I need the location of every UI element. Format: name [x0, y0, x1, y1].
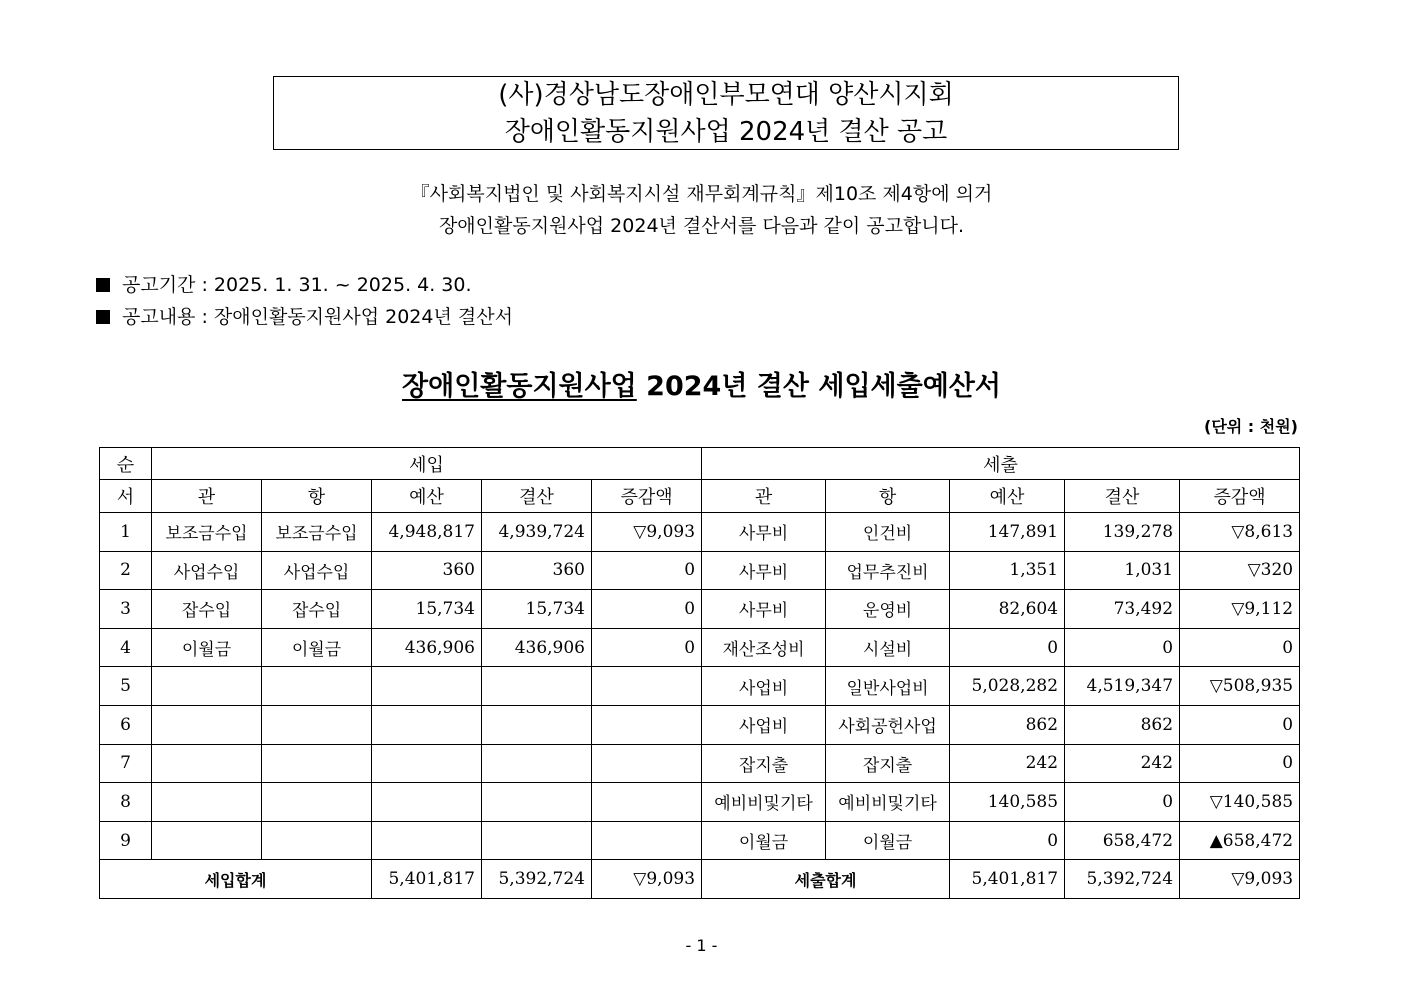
cell-in-diff: ▽9,093 — [592, 513, 702, 552]
header-ex-budget: 예산 — [950, 480, 1065, 513]
header-ex-gwan: 관 — [702, 480, 826, 513]
cell-no: 3 — [100, 590, 152, 629]
cell-no: 9 — [100, 821, 152, 860]
table-row — [100, 667, 1300, 706]
cell-in-hang: 이월금 — [262, 628, 372, 667]
cell-in-budget — [372, 705, 482, 744]
cell-ex-settle: 242 — [1065, 744, 1180, 783]
square-bullet-icon — [96, 310, 110, 324]
cell-ex-gwan: 잡지출 — [702, 744, 826, 783]
cell-in-diff: 0 — [592, 628, 702, 667]
cell-ex-settle: 658,472 — [1065, 821, 1180, 860]
expense-total-settle: 5,392,724 — [1065, 860, 1180, 899]
cell-in-gwan — [152, 667, 262, 706]
cell-ex-hang: 이월금 — [826, 821, 950, 860]
cell-no: 4 — [100, 628, 152, 667]
cell-in-gwan — [152, 821, 262, 860]
cell-in-settle: 360 — [482, 551, 592, 590]
cell-in-diff — [592, 705, 702, 744]
budget-table-title-rest: 2024년 결산 세입세출예산서 — [636, 371, 1001, 402]
notice-content — [96, 302, 513, 329]
cell-in-diff: 0 — [592, 590, 702, 629]
cell-in-hang — [262, 667, 372, 706]
cell-ex-budget: 5,028,282 — [950, 667, 1065, 706]
cell-ex-settle: 0 — [1065, 628, 1180, 667]
cell-in-gwan: 사업수입 — [152, 551, 262, 590]
intro-line2: 장애인활동지원사업 2024년 결산서를 다음과 같이 공고합니다. — [438, 215, 965, 237]
cell-in-hang — [262, 783, 372, 822]
income-total-settle: 5,392,724 — [482, 860, 592, 899]
cell-ex-hang: 인건비 — [826, 513, 950, 552]
cell-in-gwan: 보조금수입 — [152, 513, 262, 552]
header-in-gwan: 관 — [152, 480, 262, 513]
notice-title-line1: (사)경상남도장애인부모연대 양산시지회 — [498, 80, 954, 110]
cell-in-gwan: 이월금 — [152, 628, 262, 667]
cell-in-hang — [262, 705, 372, 744]
table-row — [100, 628, 1300, 667]
cell-in-gwan — [152, 783, 262, 822]
cell-no: 7 — [100, 744, 152, 783]
table-row — [100, 551, 1300, 590]
income-total-label: 세입합계 — [100, 860, 372, 899]
notice-period-text: 공고기간 : 2025. 1. 31. ~ 2025. 4. 30. — [122, 274, 472, 296]
cell-in-settle: 436,906 — [482, 628, 592, 667]
cell-ex-budget: 0 — [950, 821, 1065, 860]
cell-in-budget — [372, 821, 482, 860]
notice-title-line2: 장애인활동지원사업 2024년 결산 공고 — [504, 117, 948, 147]
cell-in-diff: 0 — [592, 551, 702, 590]
header-order-bottom: 서 — [100, 480, 152, 513]
header-in-budget: 예산 — [372, 480, 482, 513]
cell-ex-budget: 147,891 — [950, 513, 1065, 552]
header-income: 세입 — [152, 448, 702, 480]
cell-in-settle: 15,734 — [482, 590, 592, 629]
cell-ex-gwan: 재산조성비 — [702, 628, 826, 667]
cell-in-gwan: 잡수입 — [152, 590, 262, 629]
cell-ex-gwan: 사무비 — [702, 551, 826, 590]
cell-ex-settle: 0 — [1065, 783, 1180, 822]
cell-in-budget — [372, 667, 482, 706]
cell-ex-gwan: 사업비 — [702, 667, 826, 706]
budget-table — [99, 447, 1300, 899]
cell-in-diff — [592, 783, 702, 822]
income-total-diff: ▽9,093 — [592, 860, 702, 899]
cell-in-budget: 4,948,817 — [372, 513, 482, 552]
cell-ex-settle: 73,492 — [1065, 590, 1180, 629]
cell-ex-budget: 242 — [950, 744, 1065, 783]
cell-ex-gwan: 사업비 — [702, 705, 826, 744]
cell-ex-gwan: 사무비 — [702, 513, 826, 552]
cell-ex-budget: 862 — [950, 705, 1065, 744]
cell-in-hang: 보조금수입 — [262, 513, 372, 552]
cell-ex-budget: 0 — [950, 628, 1065, 667]
cell-in-diff — [592, 821, 702, 860]
notice-content-text: 공고내용 : 장애인활동지원사업 2024년 결산서 — [122, 306, 513, 328]
cell-ex-hang: 운영비 — [826, 590, 950, 629]
notice-title-box — [273, 76, 1179, 150]
cell-ex-diff: ▽320 — [1180, 551, 1300, 590]
totals-row — [100, 860, 1300, 899]
cell-ex-diff: 0 — [1180, 628, 1300, 667]
cell-ex-gwan: 이월금 — [702, 821, 826, 860]
cell-no: 2 — [100, 551, 152, 590]
budget-table-title — [0, 364, 1403, 403]
header-in-settle: 결산 — [482, 480, 592, 513]
cell-ex-budget: 82,604 — [950, 590, 1065, 629]
header-row-1 — [100, 448, 1300, 480]
cell-ex-diff: ▽8,613 — [1180, 513, 1300, 552]
cell-no: 5 — [100, 667, 152, 706]
header-ex-diff: 증감액 — [1180, 480, 1300, 513]
table-row — [100, 783, 1300, 822]
cell-ex-settle: 1,031 — [1065, 551, 1180, 590]
square-bullet-icon — [96, 278, 110, 292]
table-row — [100, 705, 1300, 744]
cell-no: 1 — [100, 513, 152, 552]
cell-in-settle — [482, 744, 592, 783]
cell-ex-diff: 0 — [1180, 705, 1300, 744]
cell-in-settle — [482, 783, 592, 822]
expense-total-label: 세출합계 — [702, 860, 950, 899]
cell-in-settle — [482, 705, 592, 744]
notice-period — [96, 270, 472, 297]
expense-total-diff: ▽9,093 — [1180, 860, 1300, 899]
page-number: - 1 - — [685, 936, 718, 955]
cell-no: 8 — [100, 783, 152, 822]
table-row — [100, 513, 1300, 552]
cell-in-budget — [372, 744, 482, 783]
cell-in-hang: 사업수입 — [262, 551, 372, 590]
intro-line1: 『사회복지법인 및 사회복지시설 재무회계규칙』제10조 제4항에 의거 — [410, 183, 993, 205]
cell-ex-hang: 일반사업비 — [826, 667, 950, 706]
cell-in-diff — [592, 667, 702, 706]
cell-in-settle: 4,939,724 — [482, 513, 592, 552]
header-row-2 — [100, 480, 1300, 513]
cell-ex-settle: 862 — [1065, 705, 1180, 744]
cell-ex-hang: 시설비 — [826, 628, 950, 667]
cell-in-hang — [262, 821, 372, 860]
cell-ex-settle: 4,519,347 — [1065, 667, 1180, 706]
header-expense: 세출 — [702, 448, 1300, 480]
cell-ex-diff: ▲658,472 — [1180, 821, 1300, 860]
budget-table-title-underlined: 장애인활동지원사업 — [402, 371, 637, 402]
header-in-diff: 증감액 — [592, 480, 702, 513]
header-order-top: 순 — [100, 448, 152, 480]
cell-in-settle — [482, 821, 592, 860]
cell-in-hang — [262, 744, 372, 783]
cell-in-hang: 잡수입 — [262, 590, 372, 629]
cell-ex-diff: 0 — [1180, 744, 1300, 783]
cell-ex-budget: 140,585 — [950, 783, 1065, 822]
unit-label: (단위 : 천원) — [1204, 417, 1298, 436]
cell-ex-hang: 잡지출 — [826, 744, 950, 783]
cell-ex-settle: 139,278 — [1065, 513, 1180, 552]
cell-ex-hang: 업무추진비 — [826, 551, 950, 590]
cell-ex-hang: 예비비및기타 — [826, 783, 950, 822]
cell-ex-budget: 1,351 — [950, 551, 1065, 590]
cell-in-diff — [592, 744, 702, 783]
income-total-budget: 5,401,817 — [372, 860, 482, 899]
header-ex-settle: 결산 — [1065, 480, 1180, 513]
cell-ex-diff: ▽9,112 — [1180, 590, 1300, 629]
expense-total-budget: 5,401,817 — [950, 860, 1065, 899]
cell-ex-gwan: 사무비 — [702, 590, 826, 629]
cell-ex-diff: ▽508,935 — [1180, 667, 1300, 706]
cell-in-settle — [482, 667, 592, 706]
header-in-hang: 항 — [262, 480, 372, 513]
cell-ex-gwan: 예비비및기타 — [702, 783, 826, 822]
table-row — [100, 744, 1300, 783]
cell-ex-diff: ▽140,585 — [1180, 783, 1300, 822]
cell-in-budget: 360 — [372, 551, 482, 590]
table-row — [100, 821, 1300, 860]
cell-ex-hang: 사회공헌사업 — [826, 705, 950, 744]
cell-in-budget — [372, 783, 482, 822]
cell-no: 6 — [100, 705, 152, 744]
header-ex-hang: 항 — [826, 480, 950, 513]
cell-in-budget: 15,734 — [372, 590, 482, 629]
cell-in-budget: 436,906 — [372, 628, 482, 667]
table-row — [100, 590, 1300, 629]
cell-in-gwan — [152, 744, 262, 783]
cell-in-gwan — [152, 705, 262, 744]
